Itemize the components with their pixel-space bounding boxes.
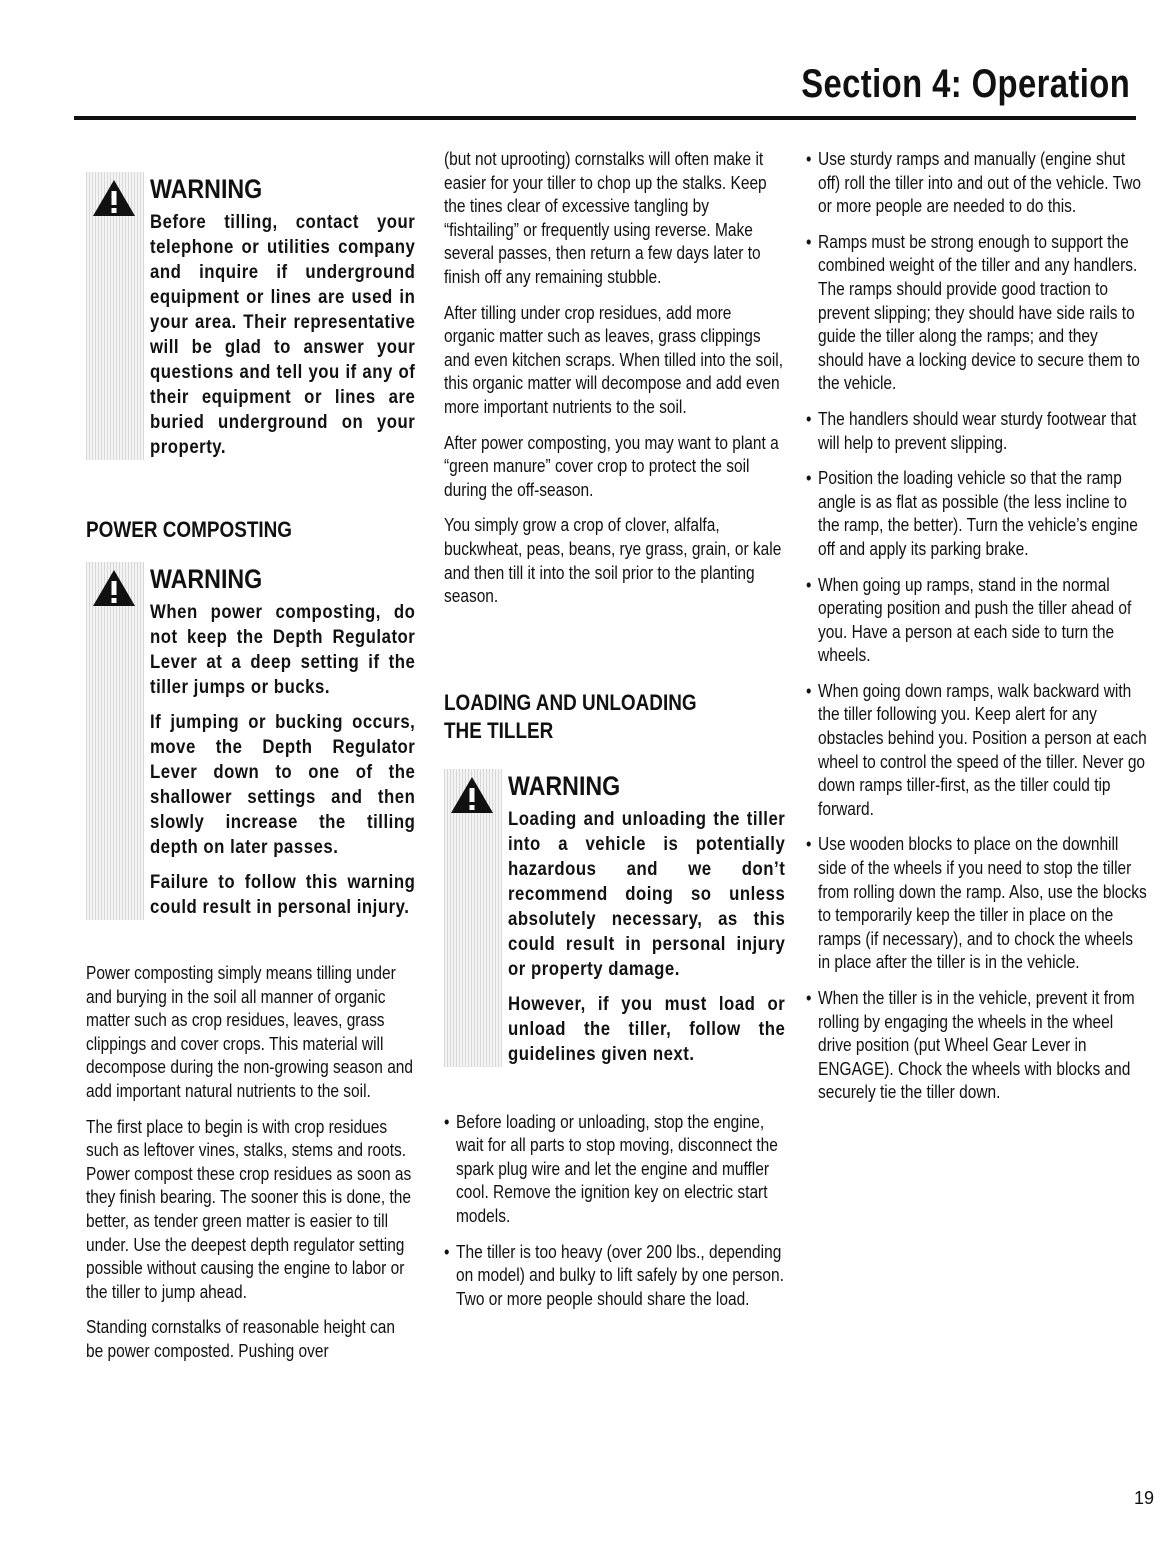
header-rule: [74, 116, 1136, 120]
warning-title: WARNING: [150, 564, 263, 594]
list-item: • When going up ramps, stand in the normal operating position and push the tiller ahead of you. Have a person at each side to turn the wheels.: [806, 574, 1147, 668]
paragraph: You simply grow a crop of clover, alfalfa, buckwheat, peas, beans, rye grass, grain, or kale and then till it into the soil prior to the planting season.: [444, 515, 782, 607]
list-item: • Use sturdy ramps and manually (engine shut off) roll the tiller into and out of the vehicle. Two or more people are needed to do this.: [806, 148, 1147, 219]
list-item: • The tiller is too heavy (over 200 lbs., depending on model) and bulky to lift safely by one person. Two or more people should share the load.: [444, 1241, 785, 1312]
warning-box-loading: [444, 769, 786, 1067]
warning-text: Loading and unloading the tiller into a vehicle is potentially hazardous and we don’t recommend doing so unless absolutely necessary, as this could result in personal injury or property damage.: [508, 807, 786, 980]
warning-text: However, if you must load or unload the tiller, follow the guidelines given next.: [508, 992, 786, 1065]
warning-text: If jumping or bucking occurs, move the Depth Regulator Lever down to one of the shallower settings and then slowly increase the tilling depth on later passes.: [150, 711, 416, 858]
loading-heading: LOADING AND UNLOADING THE TILLER: [444, 689, 697, 743]
paragraph: (but not uprooting) cornstalks will often make it easier for your tiller to chop up the stalks. Keep the tines clear of excessive tangling by “fishtailing” or frequently using reverse. Make several passes, then return a few days later to finish off any remaining stubble.: [444, 149, 767, 287]
paragraph: Standing cornstalks of reasonable height can be power composted. Pushing over: [86, 1317, 395, 1361]
paragraph: The first place to begin is with crop residues such as leftover vines, stalks, stems and roots. Power compost these crop residues as soon as they finish bearing. The sooner this is done, the better, as tender green matter is easier to till under. Use the deepest depth regulator setting possible without causing the engine to labor or the tiller to jump ahead.: [86, 1116, 412, 1302]
list-item: • The handlers should wear sturdy footwear that will help to prevent slipping.: [806, 408, 1147, 455]
warning-box-utilities: [86, 172, 416, 460]
loading-bullet-list: [444, 1111, 785, 1312]
paragraph: After power composting, you may want to plant a “green manure” cover crop to protect the soil during the off-season.: [444, 432, 779, 500]
warning-title: WARNING: [150, 174, 263, 204]
section-title: Section 4: Operation: [801, 62, 1130, 106]
power-composting-heading: POWER COMPOSTING: [86, 517, 293, 542]
warning-text: Failure to follow this warning could result in personal injury.: [150, 871, 416, 918]
warning-text: Before tilling, contact your telephone or utilities company and inquire if underground equipment or lines are used in your area. Their representative will be glad to answer your questions and tell you if any of their equipment or lines are buried underground on your property.: [150, 211, 416, 458]
warning-box-power-composting: [86, 562, 416, 920]
column-3: [806, 148, 1148, 1117]
column-1: [86, 148, 416, 1376]
list-item: • Position the loading vehicle so that the ramp angle is as flat as possible (the less incline to the ramp, the better). Turn the vehicle’s engine off and apply its parking brake.: [806, 467, 1147, 561]
list-item: • Ramps must be strong enough to support the combined weight of the tiller and any handlers. The ramps should provide good traction to prevent slipping; they should have side rails to guide the tiller along the ramps; and they should have a locking device to secure them to the vehicle.: [806, 231, 1147, 396]
list-item: • When going down ramps, walk backward with the tiller following you. Keep alert for any obstacles behind you. Position a person at each wheel to control the speed of the tiller. Never go down ramps tiller-first, as the tiller could tip forward.: [806, 680, 1147, 822]
warning-triangle-icon: [92, 568, 136, 608]
warning-stripe: [86, 562, 144, 920]
paragraph: After tilling under crop residues, add more organic matter such as leaves, grass clippings and even kitchen scraps. When tilled into the soil, this organic matter will decompose and add even more important nutrients to the soil.: [444, 302, 784, 417]
ramp-bullet-list: [806, 148, 1147, 1105]
list-item: • Use wooden blocks to place on the downhill side of the wheels if you need to stop the tiller from rolling down the ramp. Also, use the blocks to temporarily keep the tiller in place on the ramps (if necessary), and to chock the wheels in place after the tiller is in the vehicle.: [806, 833, 1147, 975]
paragraph: Power composting simply means tilling under and burying in the soil all manner of organic matter such as crop residues, leaves, grass clippings and cover crops. This material will decompose during the non-growing season and add important natural nutrients to the soil.: [86, 963, 414, 1101]
page-number: 19: [1133, 1488, 1154, 1508]
list-item: • When the tiller is in the vehicle, prevent it from rolling by engaging the wheels in the wheel drive position (put Wheel Gear Lever in ENGAGE). Chock the wheels with blocks and securely tie the tiller down.: [806, 987, 1147, 1105]
column-2: [444, 148, 786, 1323]
warning-text: When power composting, do not keep the Depth Regulator Lever at a deep setting if the tiller jumps or bucks.: [150, 601, 416, 698]
list-item: • Before loading or unloading, stop the engine, wait for all parts to stop moving, disconnect the spark plug wire and let the engine and muffler cool. Remove the ignition key on electric start models.: [444, 1111, 785, 1229]
warning-triangle-icon: [92, 178, 136, 218]
warning-triangle-icon: [450, 775, 494, 815]
warning-title: WARNING: [508, 770, 621, 801]
